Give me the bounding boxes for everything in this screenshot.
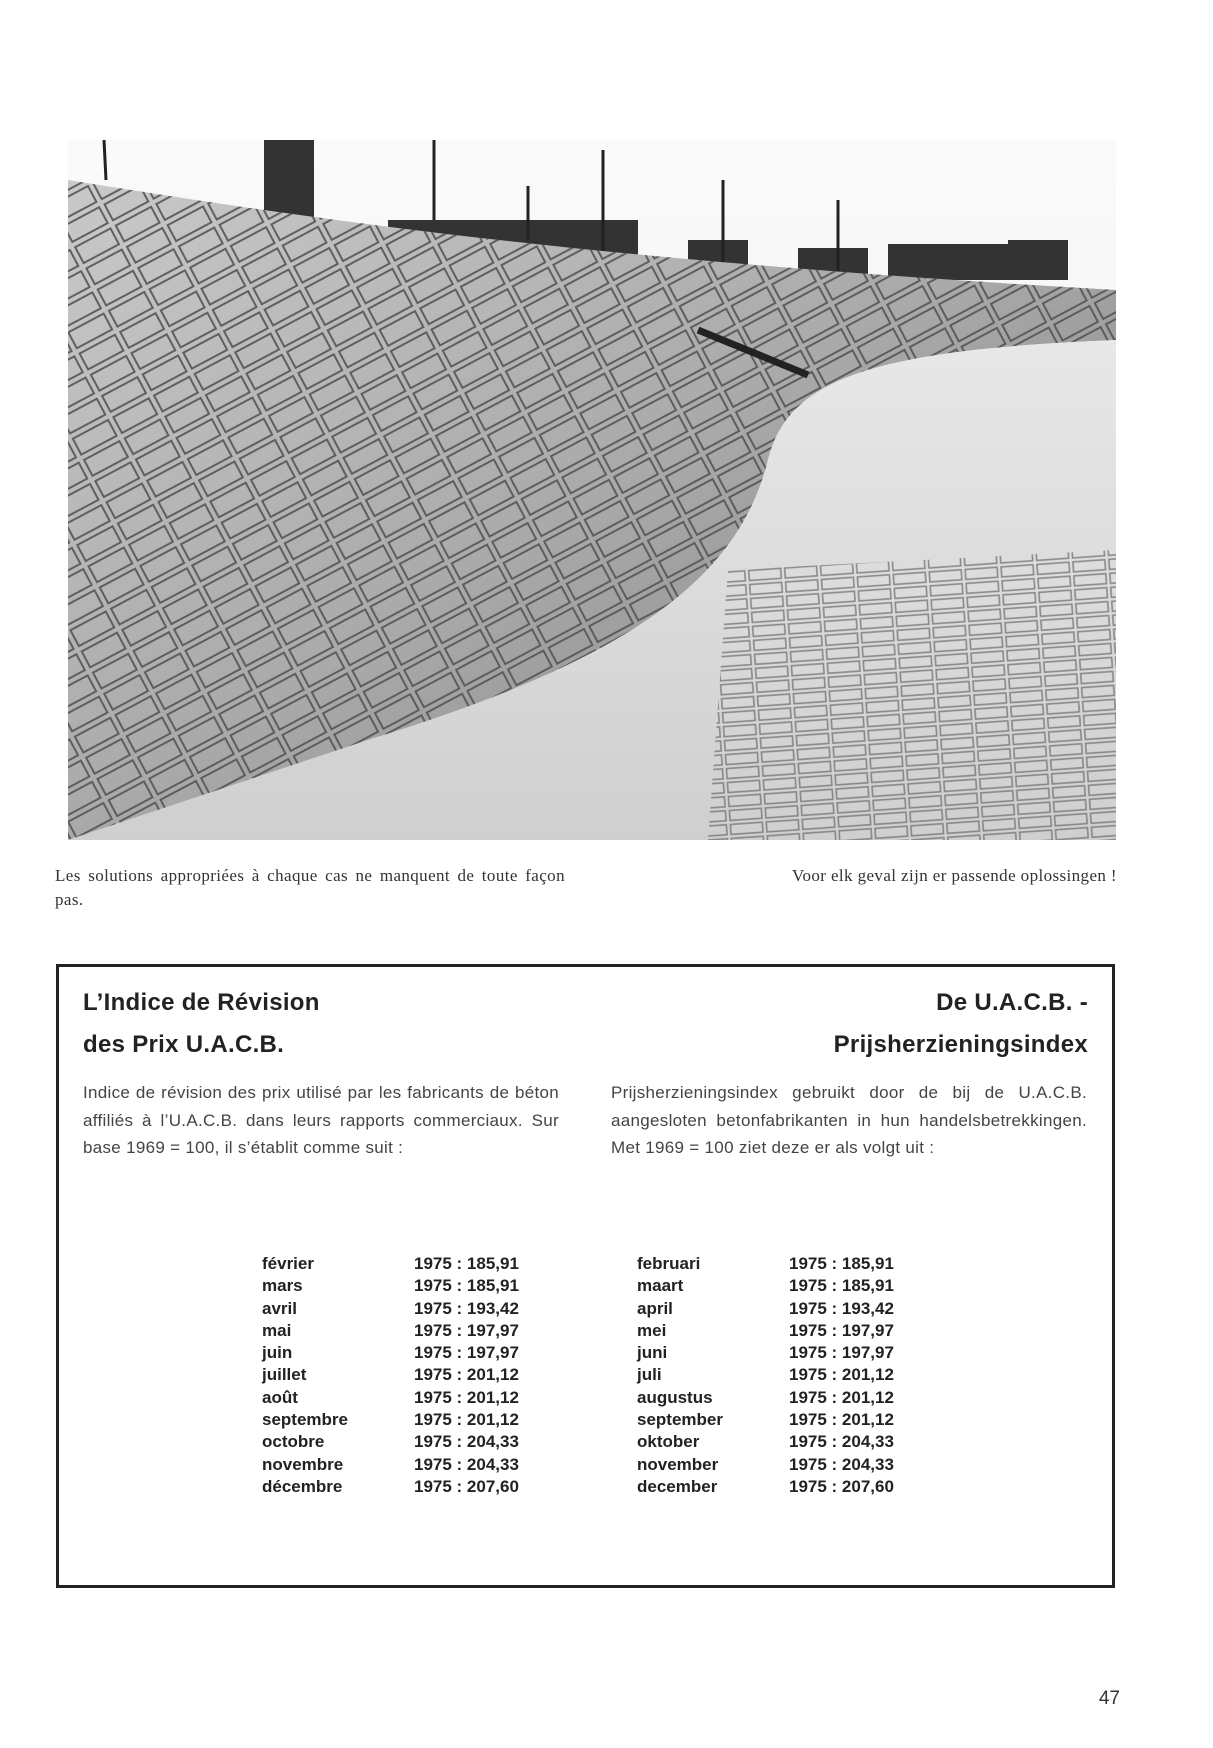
caption-fr: Les solutions appropriées à chaque cas ne manquent de toute façon pas. bbox=[55, 866, 565, 909]
table-row bbox=[262, 1275, 519, 1297]
index-value: 1975 : 185,91 bbox=[789, 1276, 894, 1296]
intro-fr: Indice de révision des prix utilisé par les fabricants de béton affiliés à l’U.A.C.B. dans leurs rapports commerciaux. Sur base 1969 = 100, il s’établit comme suit : bbox=[83, 1083, 559, 1157]
index-value: 1975 : 201,12 bbox=[789, 1410, 894, 1430]
index-value: 1975 : 201,12 bbox=[414, 1387, 519, 1407]
index-value: 1975 : 197,97 bbox=[789, 1320, 894, 1340]
caption-nl: Voor elk geval zijn er passende oplossingen ! bbox=[791, 866, 1117, 885]
month-label: december bbox=[637, 1476, 718, 1496]
index-value: 1975 : 207,60 bbox=[789, 1476, 894, 1496]
table-row bbox=[262, 1431, 519, 1453]
intro-nl: Prijsherzieningsindex gebruikt door de bij de U.A.C.B. aangesloten betonfabrikanten in hun handelsbetrekkingen. Met 1969 = 100 ziet deze er als volgt uit : bbox=[611, 1083, 1087, 1157]
index-value: 1975 : 197,97 bbox=[789, 1343, 894, 1363]
month-label: avril bbox=[262, 1298, 297, 1318]
month-label: april bbox=[637, 1298, 673, 1318]
month-label: septembre bbox=[262, 1410, 348, 1430]
table-row bbox=[262, 1342, 519, 1364]
index-value: 1975 : 204,33 bbox=[414, 1432, 519, 1452]
index-value: 1975 : 193,42 bbox=[789, 1298, 894, 1318]
index-value: 1975 : 193,42 bbox=[414, 1298, 519, 1318]
table-row bbox=[262, 1454, 519, 1476]
table-row bbox=[637, 1431, 894, 1453]
seawall-photo bbox=[68, 140, 1116, 840]
index-value: 1975 : 185,91 bbox=[789, 1254, 894, 1273]
index-value: 1975 : 201,12 bbox=[414, 1410, 519, 1430]
index-value: 1975 : 207,60 bbox=[414, 1476, 519, 1496]
table-row bbox=[637, 1454, 894, 1476]
month-label: février bbox=[262, 1254, 314, 1273]
table-row bbox=[262, 1298, 519, 1320]
month-label: november bbox=[637, 1454, 719, 1474]
index-value: 1975 : 204,33 bbox=[414, 1454, 519, 1474]
page-number: 47 bbox=[1098, 1688, 1120, 1709]
month-label: juillet bbox=[262, 1365, 307, 1385]
table-row bbox=[637, 1298, 894, 1320]
table-row bbox=[637, 1364, 894, 1386]
table-row bbox=[637, 1387, 894, 1409]
table-row bbox=[262, 1476, 519, 1498]
table-row bbox=[637, 1320, 894, 1342]
table-row bbox=[637, 1476, 894, 1498]
index-value: 1975 : 201,12 bbox=[789, 1387, 894, 1407]
title-nl bbox=[834, 982, 1088, 1066]
month-label: décembre bbox=[262, 1476, 343, 1496]
month-label: februari bbox=[637, 1254, 701, 1273]
price-index-box bbox=[56, 964, 1115, 1588]
month-label: oktober bbox=[637, 1432, 700, 1452]
table-row bbox=[262, 1364, 519, 1386]
month-label: september bbox=[637, 1410, 723, 1430]
table-row bbox=[637, 1409, 894, 1431]
index-value: 1975 : 197,97 bbox=[414, 1320, 519, 1340]
month-label: augustus bbox=[637, 1387, 713, 1407]
seawall-photo-icon bbox=[68, 140, 1116, 840]
table-row bbox=[262, 1387, 519, 1409]
month-label: maart bbox=[637, 1276, 684, 1296]
title-fr bbox=[83, 982, 320, 1066]
index-value: 1975 : 204,33 bbox=[789, 1432, 894, 1452]
month-label: juli bbox=[637, 1365, 662, 1385]
table-row bbox=[637, 1275, 894, 1297]
table-row bbox=[262, 1320, 519, 1342]
index-value: 1975 : 204,33 bbox=[789, 1454, 894, 1474]
index-value: 1975 : 185,91 bbox=[414, 1276, 519, 1296]
title-fr-line2: des Prix U.A.C.B. bbox=[83, 1031, 285, 1058]
table-row bbox=[637, 1342, 894, 1364]
title-fr-line1: L’Indice de Révision bbox=[83, 989, 320, 1016]
index-value: 1975 : 197,97 bbox=[414, 1343, 519, 1363]
index-value: 1975 : 185,91 bbox=[414, 1254, 519, 1273]
table-row bbox=[637, 1253, 894, 1275]
index-table-fr bbox=[262, 1253, 519, 1498]
month-label: mars bbox=[262, 1276, 303, 1296]
month-label: mai bbox=[262, 1320, 292, 1340]
title-nl-line2: Prijsherzieningsindex bbox=[833, 1031, 1088, 1058]
month-label: juni bbox=[637, 1343, 668, 1363]
table-row bbox=[262, 1409, 519, 1431]
month-label: août bbox=[262, 1387, 298, 1407]
title-nl-line1: De U.A.C.B. - bbox=[936, 989, 1088, 1016]
index-value: 1975 : 201,12 bbox=[414, 1365, 519, 1385]
month-label: octobre bbox=[262, 1432, 325, 1452]
month-label: mei bbox=[637, 1320, 667, 1340]
index-value: 1975 : 201,12 bbox=[789, 1365, 894, 1385]
index-table-nl bbox=[637, 1253, 894, 1498]
month-label: novembre bbox=[262, 1454, 344, 1474]
month-label: juin bbox=[262, 1343, 293, 1363]
table-row bbox=[262, 1253, 519, 1275]
